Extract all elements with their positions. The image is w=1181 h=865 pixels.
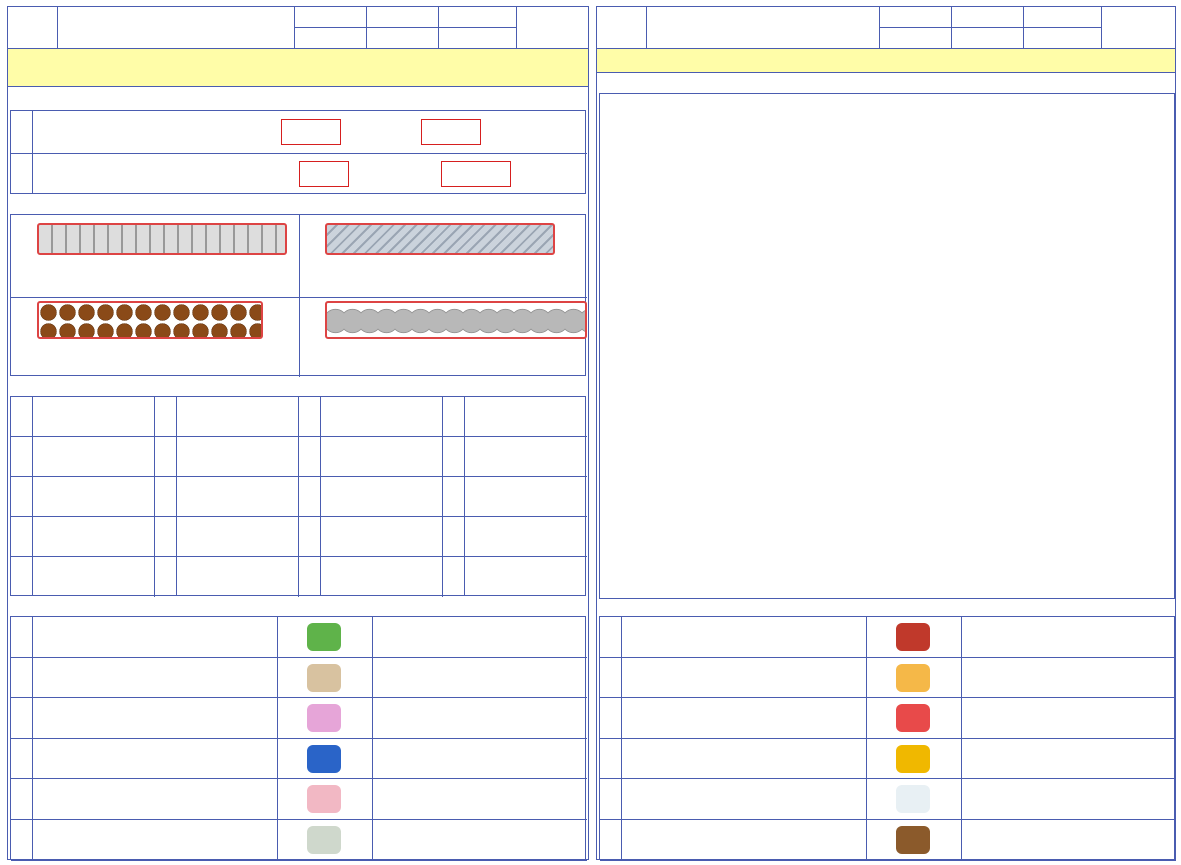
- calc-cell: [155, 517, 299, 557]
- calc-cell: [155, 477, 299, 517]
- pens-icon: [307, 704, 341, 732]
- calc-num: [443, 477, 465, 516]
- word-problem-row: [11, 658, 587, 699]
- eraser-icon: [307, 745, 341, 773]
- q-num-1: [11, 111, 33, 153]
- calc-cell: [11, 397, 155, 437]
- calc-cell: [443, 517, 587, 557]
- word-problem-row: [600, 779, 1176, 820]
- word-problem-row: [600, 739, 1176, 780]
- tape-icon: [307, 664, 341, 692]
- fill-answer-2b[interactable]: [441, 161, 511, 187]
- calc-num: [299, 477, 321, 516]
- juice-bottle-icon: [307, 785, 341, 813]
- calc-cell: [155, 397, 299, 437]
- calc-num: [11, 437, 33, 476]
- problem-num: [600, 698, 622, 738]
- sharing-box: [10, 214, 586, 376]
- calc-cell: [299, 477, 443, 517]
- left-header: [8, 7, 588, 49]
- calc-num: [443, 397, 465, 436]
- problem-num: [11, 739, 33, 779]
- calc-num: [299, 517, 321, 556]
- calc-num: [299, 557, 321, 596]
- fill-in-box: [10, 110, 586, 194]
- calc-num: [155, 557, 177, 596]
- coin-icon: [325, 301, 587, 339]
- pass-score-cell: [438, 7, 516, 49]
- pass-score-cell: [1023, 7, 1101, 49]
- right-worksheet: [596, 6, 1176, 860]
- calc-cell: [299, 557, 443, 597]
- right-header: [597, 7, 1175, 49]
- long-division-grid: [599, 93, 1175, 599]
- problem-num: [11, 617, 33, 657]
- word-problem-row: [11, 820, 587, 861]
- calc-num: [443, 557, 465, 596]
- bread-bag-icon: [896, 826, 930, 854]
- calc-num: [11, 517, 33, 556]
- problem-num: [11, 779, 33, 819]
- time-limit-cell: [366, 7, 438, 49]
- candy-jar-icon: [896, 785, 930, 813]
- word-problem-row: [11, 617, 587, 658]
- intro-box: [597, 49, 1175, 73]
- calc-num: [11, 557, 33, 596]
- calc-cell: [11, 437, 155, 477]
- egg-carton-icon: [37, 223, 287, 255]
- left-worksheet: [7, 6, 589, 860]
- calc-num: [11, 397, 33, 436]
- calc-cell: [299, 517, 443, 557]
- tablet-pack-icon: [325, 223, 555, 255]
- score-cell: [1101, 7, 1177, 49]
- problem-num: [600, 779, 622, 819]
- banknote-icon: [307, 826, 341, 854]
- problem-num: [600, 617, 622, 657]
- calc-num: [443, 517, 465, 556]
- q-num-2: [11, 153, 33, 194]
- calc-num: [299, 397, 321, 436]
- calc-num: [299, 437, 321, 476]
- calc-cell: [443, 437, 587, 477]
- worksheet-number: [597, 7, 647, 49]
- calc-num: [155, 397, 177, 436]
- fill-answer-1b[interactable]: [421, 119, 481, 145]
- cream-sweet-icon: [896, 664, 930, 692]
- marble-icon: [896, 745, 930, 773]
- problem-num: [11, 658, 33, 698]
- calc-num: [155, 517, 177, 556]
- word-problem-row: [600, 698, 1176, 739]
- calc-num: [155, 477, 177, 516]
- calc-num: [155, 437, 177, 476]
- score-cell: [516, 7, 590, 49]
- pencil-icon: [307, 623, 341, 651]
- word-problem-row: [600, 617, 1176, 658]
- calc-cell: [299, 397, 443, 437]
- problem-num: [11, 820, 33, 860]
- worksheet-number: [8, 7, 58, 49]
- chapter-cell: [294, 7, 366, 49]
- word-problem-row: [600, 658, 1176, 699]
- problem-num: [600, 739, 622, 779]
- calc-cell: [11, 557, 155, 597]
- calc-num: [11, 477, 33, 516]
- word-problems-right: [599, 616, 1175, 860]
- problem-num: [600, 658, 622, 698]
- reading-child-icon: [896, 704, 930, 732]
- intro-box: [8, 49, 588, 87]
- calc-grid: [10, 396, 586, 596]
- calc-num: [443, 437, 465, 476]
- fill-answer-1a[interactable]: [281, 119, 341, 145]
- calc-cell: [443, 397, 587, 437]
- calc-cell: [11, 517, 155, 557]
- problem-num: [600, 820, 622, 860]
- fill-answer-2a[interactable]: [299, 161, 349, 187]
- word-problem-row: [11, 779, 587, 820]
- word-problem-row: [11, 739, 587, 780]
- calc-cell: [299, 437, 443, 477]
- calc-cell: [155, 437, 299, 477]
- students-icon: [896, 623, 930, 651]
- word-problem-row: [600, 820, 1176, 861]
- word-problems-left: [10, 616, 586, 860]
- calc-cell: [155, 557, 299, 597]
- calc-cell: [443, 557, 587, 597]
- calc-cell: [11, 477, 155, 517]
- word-problem-row: [11, 698, 587, 739]
- chapter-cell: [879, 7, 951, 49]
- time-limit-cell: [951, 7, 1023, 49]
- problem-num: [11, 698, 33, 738]
- calc-cell: [443, 477, 587, 517]
- coin-icon: [37, 301, 263, 339]
